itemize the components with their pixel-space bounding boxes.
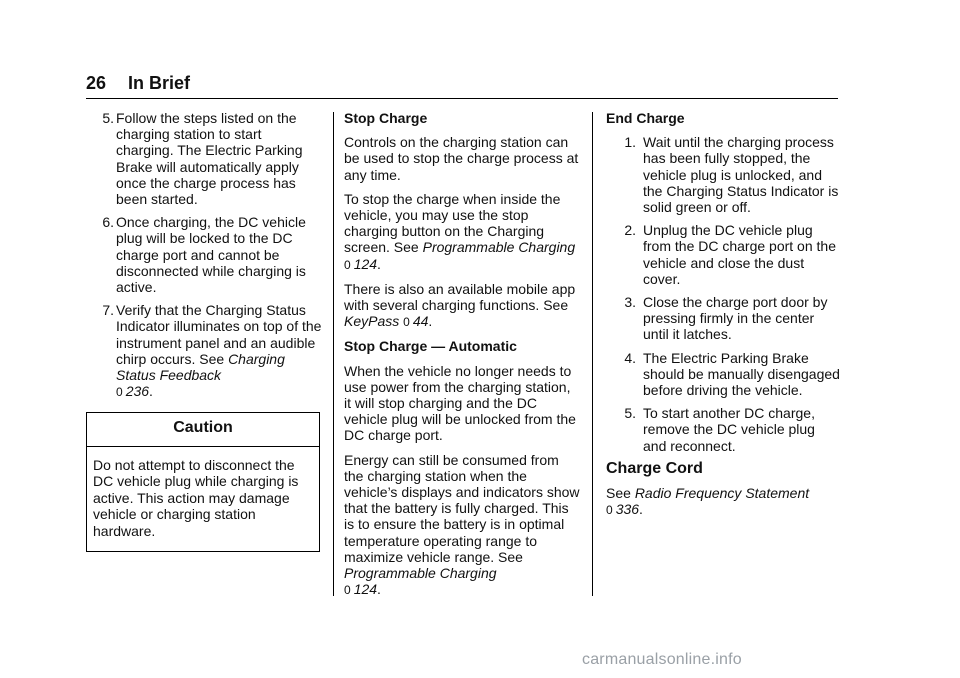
list-item <box>606 294 842 343</box>
caution-box <box>86 412 320 552</box>
section-title: In Brief <box>128 73 191 93</box>
paragraph-text: To stop the charge when inside the vehicle, you may use the stop charging button on the Charging screen. See <box>344 190 561 256</box>
list-item <box>606 350 842 399</box>
subheading-stop-charge: Stop Charge <box>344 110 428 126</box>
watermark: carmanualsonline.info <box>582 651 742 668</box>
list-text: Verify that the Charging Status Indicator illuminates on top of the instrument panel and an audible chirp occurs. See <box>116 302 322 367</box>
column-divider-2 <box>592 112 593 596</box>
list-item <box>86 214 322 295</box>
column-3 <box>606 110 842 526</box>
paragraph-text: Energy can still be consumed from the charging station when the vehicle’s displays and indicators show that the battery is fully charged. This is to ensure the battery is in optimal temperature operating range to maximize vehicle range. See <box>344 451 580 565</box>
cross-reference-link[interactable]: Programmable Charging <box>344 565 497 582</box>
page-reference[interactable]: 236 <box>125 383 150 400</box>
cross-reference-link[interactable]: Radio Frequency Statement <box>634 485 810 502</box>
list-number: 7. <box>102 302 114 319</box>
page-ref-icon: 0 <box>344 257 351 272</box>
page-ref-icon: 0 <box>403 315 410 330</box>
caution-body: Do not attempt to disconnect the DC vehicle plug while charging is active. This action may damage vehicle or charging station hardware. <box>93 456 299 539</box>
caution-title: Caution <box>87 413 319 446</box>
list-text: Once charging, the DC vehicle plug will be locked to the DC charge port and cannot be disconnected while charging is active. <box>116 214 306 296</box>
list-text: To start another DC charge, remove the DC vehicle plug and reconnect. <box>643 405 815 454</box>
paragraph: See Radio Frequency Statement 0 336. <box>606 485 810 518</box>
cross-reference-link[interactable]: Programmable Charging <box>422 239 576 256</box>
page-reference[interactable]: 124 <box>353 581 378 598</box>
page-ref-icon: 0 <box>344 583 351 598</box>
list-text: Close the charge port door by pressing firmly in the center until it latches. <box>643 294 828 343</box>
list-number: 6. <box>102 214 114 231</box>
paragraph-text: There is also an available mobile app with several charging functions. See <box>344 280 576 314</box>
list-number: 5. <box>102 110 114 126</box>
paragraph-text: See <box>606 485 631 502</box>
list-text: Wait until the charging process has been fully stopped, the vehicle plug is unlocked, and the Charging Status Indicator is solid green or off. <box>643 134 839 216</box>
page-reference[interactable]: 336 <box>615 501 640 518</box>
list-number: 1. <box>624 134 636 151</box>
page-reference[interactable]: 124 <box>353 255 378 272</box>
page-header <box>86 73 838 97</box>
cross-reference-link[interactable]: Charging Status Feedback <box>116 350 285 384</box>
list-item: 7. Verify that the Charging Status Indicator illuminates on top of the instrument panel and an audible chirp occurs. See Charging Status Feedback 0 236. <box>86 302 322 400</box>
paragraph: There is also an available mobile app with several charging functions. See KeyPass 0 44. <box>344 280 576 330</box>
list-number: 3. <box>624 294 636 311</box>
column-1 <box>86 110 322 552</box>
cross-reference-link[interactable]: KeyPass <box>344 313 400 330</box>
list-item <box>606 405 842 454</box>
page-number: 26 <box>86 73 107 93</box>
list-number: 4. <box>624 349 636 366</box>
subheading-end-charge: End Charge <box>606 110 685 126</box>
list-item <box>606 134 842 215</box>
page-ref-icon: 0 <box>116 385 123 400</box>
page-ref-icon: 0 <box>606 503 613 518</box>
list-text: Unplug the DC vehicle plug from the DC charge port on the vehicle and close the dust cover. <box>643 222 836 287</box>
paragraph: Energy can still be consumed from the charging station when the vehicle’s displays and indicators show that the battery is fully charged. This is to ensure the battery is in optimal temperature operating range to maximize vehicle range. See Programmable Charging 0 124. <box>344 451 580 598</box>
header-rule <box>86 98 838 99</box>
column-2 <box>344 110 580 606</box>
list-text: The Electric Parking Brake should be manually disengaged before driving the vehicle. <box>643 349 840 399</box>
paragraph: To stop the charge when inside the vehicle, you may use the stop charging button on the Charging screen. See Programmable Charging 0 124. <box>344 190 576 272</box>
paragraph: Controls on the charging station can be used to stop the charge process at any time. <box>344 134 579 183</box>
list-text: Follow the steps listed on the charging station to start charging. The Electric Parking Brake will automatically apply once the charge process has been started. <box>116 110 303 208</box>
paragraph: When the vehicle no longer needs to use power from the charging station, it will stop charging and the DC vehicle plug will be unlocked from the DC charge port. <box>344 362 576 444</box>
section-heading-charge-cord: Charge Cord <box>606 459 703 477</box>
list-number: 5. <box>624 405 636 422</box>
page-reference[interactable]: 44 <box>412 313 429 330</box>
list-number: 2. <box>624 222 636 239</box>
list-item <box>86 110 322 207</box>
list-item <box>606 222 842 287</box>
subheading-stop-charge-automatic: Stop Charge — Automatic <box>344 338 517 355</box>
column-divider-1 <box>333 112 334 596</box>
